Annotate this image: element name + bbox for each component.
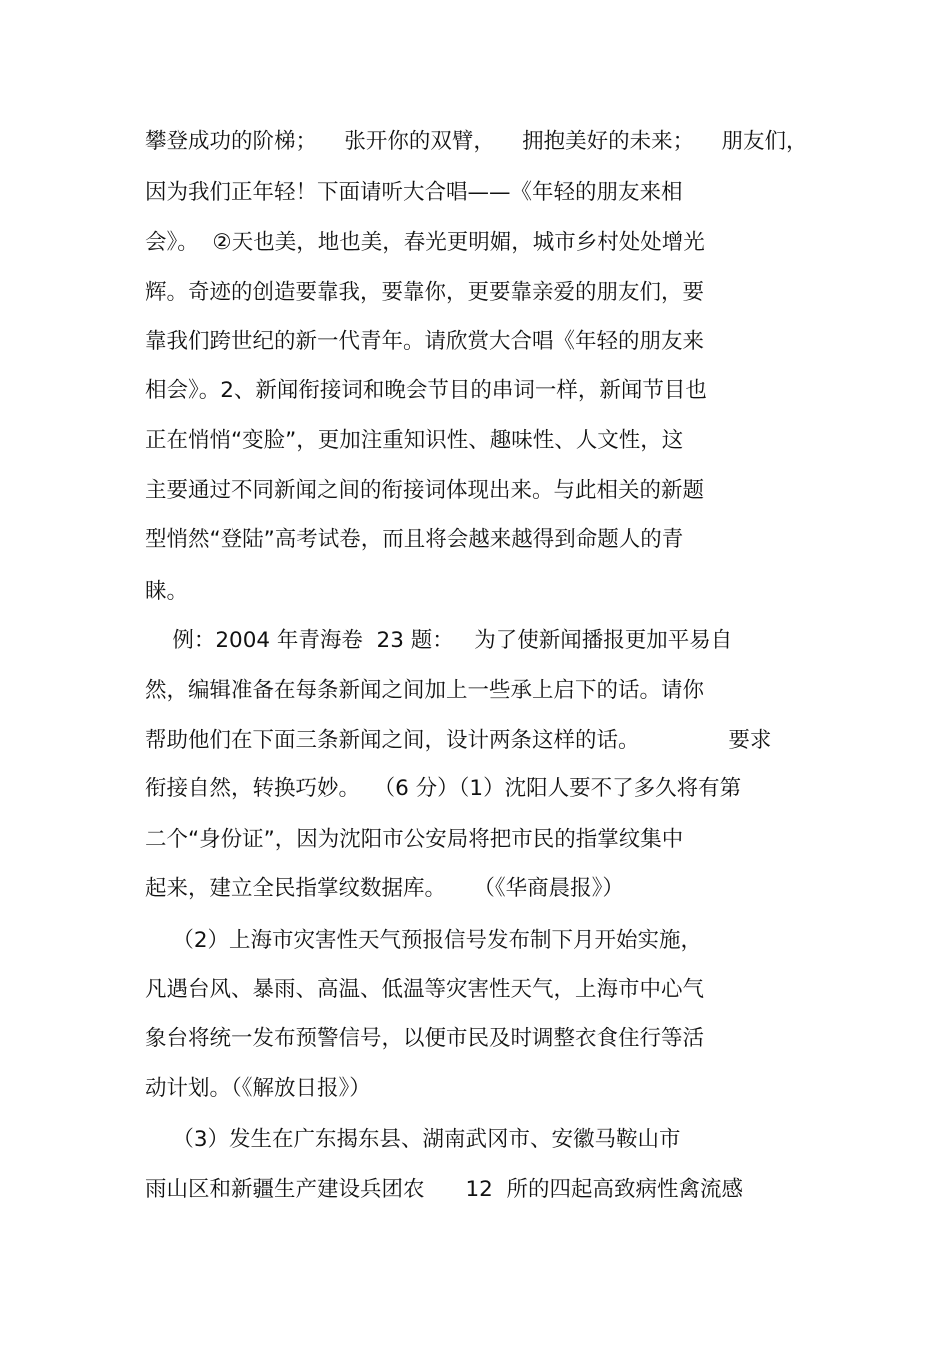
text-line-8: 主要通过不同新闻之间的衔接词体现出来。与此相关的新题 (145, 478, 705, 503)
text-line-4: 辉。奇迹的创造要靠我，要靠你，更要靠亲爱的朋友们，要 (145, 280, 705, 305)
text-line-2: 因为我们正年轻！下面请听大合唱——《年轻的朋友来相 (145, 180, 683, 205)
text-line-3: 会》。 ②天也美，地也美，春光更明媚，城市乡村处处增光 (145, 230, 705, 255)
text-line-12: 然，编辑准备在每条新闻之间加上一些承上启下的话。请你 (145, 678, 705, 703)
text-line-18: 凡遇台风、暴雨、高温、低温等灾害性天气，上海市中心气 (145, 977, 705, 1002)
text-line-20: 动计划。（《解放日报》） (145, 1076, 371, 1101)
text-line-14: 衔接自然，转换巧妙。 （6 分）（1）沈阳人要不了多久将有第 (145, 776, 742, 801)
text-line-10: 睐。 (145, 579, 189, 604)
text-line-5: 靠我们跨世纪的新一代青年。请欣赏大合唱《年轻的朋友来 (145, 329, 705, 354)
text-line-19: 象台将统一发布预警信号，以便市民及时调整衣食住行等活 (145, 1026, 705, 1051)
text-line-9: 型悄然“登陆”高考试卷，而且将会越来越得到命题人的青 (145, 527, 684, 552)
text-line-17: （2）上海市灾害性天气预报信号发布制下月开始实施， (145, 928, 703, 953)
text-line-1: 攀登成功的阶梯； 张开你的双臂， 拥抱美好的未来； 朋友们， (145, 129, 808, 154)
text-line-11: 例：2004 年青海卷 23 题： 为了使新闻播报更加平易自 (145, 628, 733, 653)
text-line-6: 相会》。2、新闻衔接词和晚会节目的串词一样，新闻节目也 (145, 378, 707, 403)
text-line-15: 二个“身份证”，因为沈阳市公安局将把市民的指掌纹集中 (145, 827, 684, 852)
text-line-16: 起来，建立全民指掌纹数据库。 （《华商晨报》） (145, 876, 624, 901)
text-line-7: 正在悄悄“变脸”，更加注重知识性、趣味性、人文性，这 (145, 428, 684, 453)
text-line-21: （3）发生在广东揭东县、湖南武冈市、安徽马鞍山市 (145, 1127, 681, 1152)
text-line-22: 雨山区和新疆生产建设兵团农 12 所的四起高致病性禽流感 (145, 1177, 744, 1202)
text-line-13: 帮助他们在下面三条新闻之间，设计两条这样的话。 要求 (145, 728, 772, 753)
